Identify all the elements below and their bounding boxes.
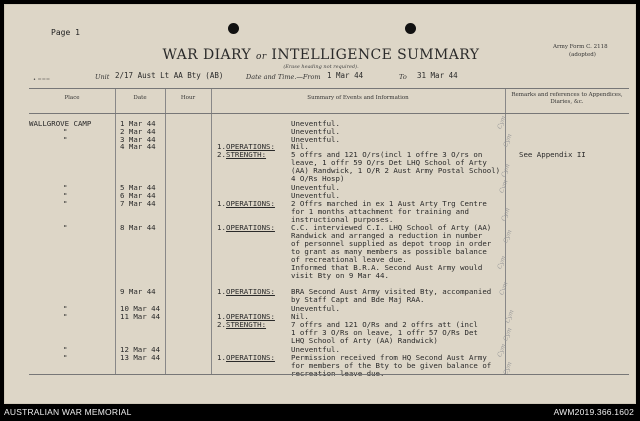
date-to: 31 Mar 44 [417,71,458,80]
entry-date: 13 Mar 44 [120,353,161,362]
entry-text: visit Bty on 9 Mar 44. [291,271,389,280]
entry-date: 7 Mar 44 [120,199,156,208]
remark-appendix: See Appendix II [519,150,586,159]
column-header-summary: Summary of Events and Information [307,95,409,101]
entry-num: 1. [217,142,226,151]
unit-value: 2/17 Aust Lt AA Bty (AB) [115,71,224,80]
pencil-mark: Cym [500,206,512,223]
date-from: 1 Mar 44 [327,71,364,80]
form-number: Army Form C. 2118 [553,44,608,50]
entry-date: 6 Mar 44 [120,191,156,200]
title-secondary: INTELLIGENCE SUMMARY [271,47,480,63]
entry-date: 5 Mar 44 [120,183,156,192]
pencil-mark: Cym [502,132,514,149]
entry-date: 4 Mar 44 [120,142,156,151]
binder-hole-left [228,23,239,34]
entry-date: 2 Mar 44 [120,127,156,136]
entry-num: 2. [217,320,226,329]
entry-date: 12 Mar 44 [120,345,161,354]
form-subtitle: (Erase heading not required). [283,64,359,70]
entry-num: 1. [217,223,226,232]
entry-text: Uneventful. [291,119,340,128]
entry-text: Permission received from HQ Second Aust Army [291,353,487,362]
entry-place: " [63,353,68,362]
unit-label: Unit [95,73,110,81]
pencil-mark: Cym [500,162,512,179]
entry-label: STRENGTH: [226,150,267,159]
pencil-mark: Cym [496,114,508,131]
entry-text: Nil. [291,142,309,151]
header-divider [29,113,629,114]
entry-text: Uneventful. [291,191,340,200]
form-reference [553,43,608,59]
entry-text: 7 offrs and 121 O/Rs and 2 offrs att (incl [291,320,478,329]
entry-text: Uneventful. [291,345,340,354]
column-header-hour: Hour [180,95,196,101]
entry-place: " [63,127,68,136]
entry-place: " [63,135,68,144]
diary-page [4,4,636,404]
entry-place: " [63,183,68,192]
pencil-mark: Cym [502,228,514,245]
entry-place: " [63,199,68,208]
entry-text: for members of the Bty to be given balance of [291,361,492,370]
entry-label: OPERATIONS: [226,199,275,208]
entry-num: 1. [217,353,226,362]
entry-text: for 1 months attachment for training and [291,207,469,216]
column-divider [211,89,212,374]
entry-date: 11 Mar 44 [120,312,161,321]
table-bottom-rule [29,374,629,375]
page-number: Page 1 [51,28,80,37]
entry-text: 2 Offrs marched in ex 1 Aust Arty Trg Centre [291,199,487,208]
entry-date: 10 Mar 44 [120,304,161,313]
entry-date: 9 Mar 44 [120,287,156,296]
entry-text: Uneventful. [291,304,340,313]
column-header-remarks: Remarks and references to Appendices, Diaries, &c. [511,92,623,105]
binder-hole-right [405,23,416,34]
pencil-mark: Cym [496,254,508,271]
entry-text: of personnel supplied as depot troop in order [291,239,492,248]
entry-text: instructional purposes. [291,215,394,224]
left-marker: • === [33,77,51,83]
entry-label: OPERATIONS: [226,142,275,151]
pencil-mark: Cym [502,326,514,343]
entry-place: " [63,312,68,321]
entry-text: (AA) Randwick, 1 O/R 2 Aust Army Postal School) [291,166,501,175]
entry-place: " [63,223,68,232]
entry-place: " [63,345,68,354]
entry-label: OPERATIONS: [226,223,275,232]
column-divider [165,89,166,374]
entry-text: Uneventful. [291,183,340,192]
entry-date: 3 Mar 44 [120,135,156,144]
date-label: Date and Time.—From [246,73,321,81]
entry-text: Nil. [291,312,309,321]
column-header-place: Place [64,95,80,101]
form-note: (adopted) [569,52,596,58]
entry-text: Uneventful. [291,127,340,136]
to-label: To [399,73,407,81]
entry-place: " [63,304,68,313]
entry-text: by Staff Capt and Bde Maj RAA. [291,295,425,304]
entry-num: 2. [217,150,226,159]
entry-text: 4 O/Rs Hosp) [291,174,345,183]
entry-num: 1. [217,312,226,321]
entry-text: recreation leave due. [291,369,385,378]
footer-institution: AUSTRALIAN WAR MEMORIAL [4,407,132,417]
entry-text: Randwick and arranged a reduction in number [291,231,483,240]
entry-text: of recreational leave due. [291,255,407,264]
entry-date: 1 Mar 44 [120,119,156,128]
entry-label: STRENGTH: [226,320,267,329]
pencil-mark: Cym [504,308,516,325]
entry-text: C.C. interviewed C.I. LHQ School of Arty (AA) [291,223,492,232]
title-main: WAR DIARY [162,47,252,63]
entry-text: leave, 1 offr 59 O/rs Det LHQ School of Arty [291,158,487,167]
column-header-date: Date [133,95,147,101]
entry-label: OPERATIONS: [226,287,275,296]
pencil-mark: Cym [496,342,508,359]
diary-table [29,88,629,378]
pencil-mark: Cym [498,178,510,195]
entry-text: BRA Second Aust Army visited Bty, accompanied [291,287,492,296]
entry-text: Uneventful. [291,135,340,144]
entry-label: OPERATIONS: [226,353,275,362]
entry-text: LHQ School of Arty (AA) Randwick) [291,336,438,345]
entry-label: OPERATIONS: [226,312,275,321]
entry-text: to grant as many members as possible balance [291,247,487,256]
entry-date: 8 Mar 44 [120,223,156,232]
form-title [5,47,637,63]
title-or: or [256,52,267,62]
entry-text: Informed that B.R.A. Second Aust Army would [291,263,483,272]
entry-text: 1 offr 3 O/Rs on leave, 1 offr 57 O/Rs Det [291,328,478,337]
entry-num: 1. [217,199,226,208]
footer-accession-number: AWM2019.366.1602 [553,407,634,417]
pencil-mark: Cym [502,360,514,377]
entry-text: 5 offrs and 121 O/rs(incl 1 offre 3 O/rs on [291,150,483,159]
column-divider [115,89,116,374]
entry-num: 1. [217,287,226,296]
entry-place: WALLGROVE CAMP [29,119,92,128]
pencil-mark: Cym [498,280,510,297]
entry-place: " [63,191,68,200]
